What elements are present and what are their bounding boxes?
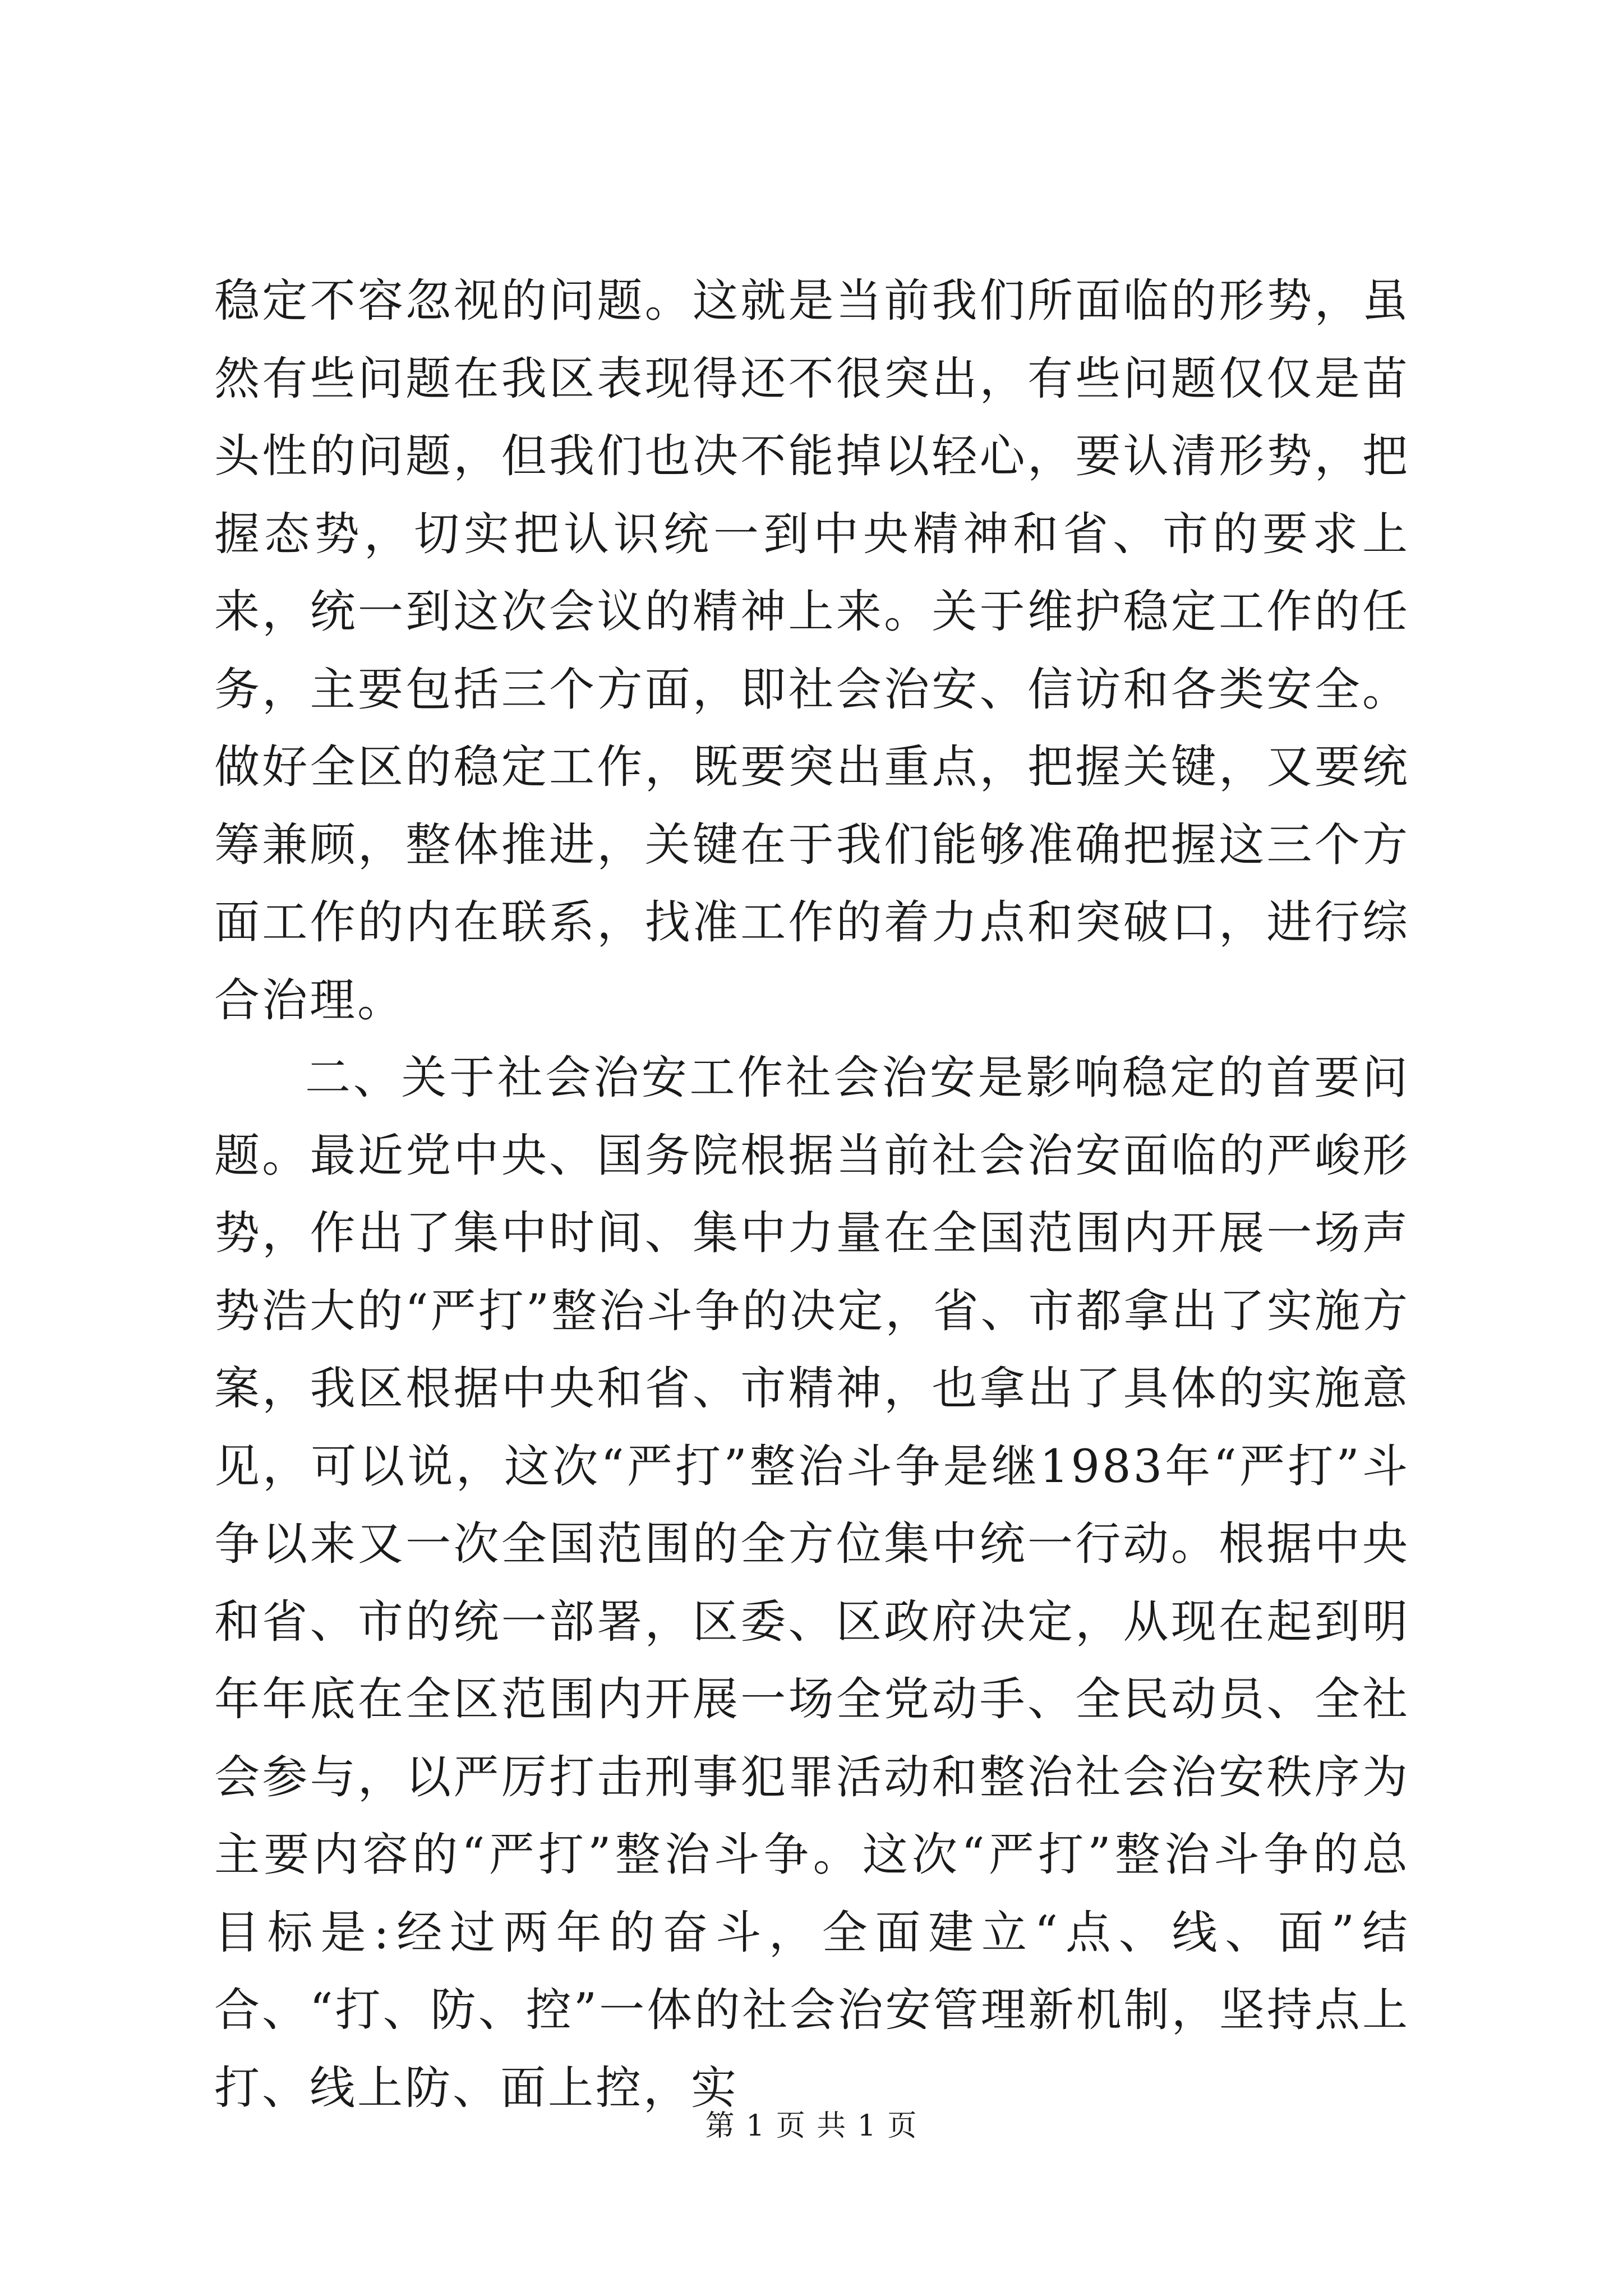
page-footer [0, 2106, 1623, 2146]
paragraph-social-security: 二、关于社会治安工作社会治安是影响稳定的首要问题。最近党中央、国务院根据当前社会治安面临的严峻形势，作出了集中时间、集中力量在全国范围内开展一场声势浩大的“严打”整治斗争的决定，省、市都拿出了实施方案，我区根据中央和省、市精神，也拿出了具体的实施意见，可以说，这次“严打”整治斗争是继1983年“严打”斗争以来又一次全国范围的全方位集中统一行动。根据中央和省、市的统一部署，区委、区政府决定，从现在起到明年年底在全区范围内开展一场全党动手、全民动员、全社会参与，以严厉打击刑事犯罪活动和整治社会治安秩序为主要内容的“严打”整治斗争。这次“严打”整治斗争的总目标是:经过两年的奋斗，全面建立“点、线、面”结合、“打、防、控”一体的社会治安管理新机制，坚持点上打、线上防、面上控，实 [214, 1052, 1410, 2115]
document-body [214, 263, 1410, 2127]
paragraph-continuation: 稳定不容忽视的问题。这就是当前我们所面临的形势，虽然有些问题在我区表现得还不很突出，有些问题仅仅是苗头性的问题，但我们也决不能掉以轻心，要认清形势，把握态势，切实把认识统一到中央精神和省、市的要求上来，统一到这次会议的精神上来。关于维护稳定工作的任务，主要包括三个方面，即社会治安、信访和各类安全。做好全区的稳定工作，既要突出重点，把握关键，又要统筹兼顾，整体推进，关键在于我们能够准确把握这三个方面工作的内在联系，找准工作的着力点和突破口，进行综合治理。 [214, 275, 1410, 1027]
page-number-label: 第 1 页 共 1 页 [705, 2109, 918, 2143]
